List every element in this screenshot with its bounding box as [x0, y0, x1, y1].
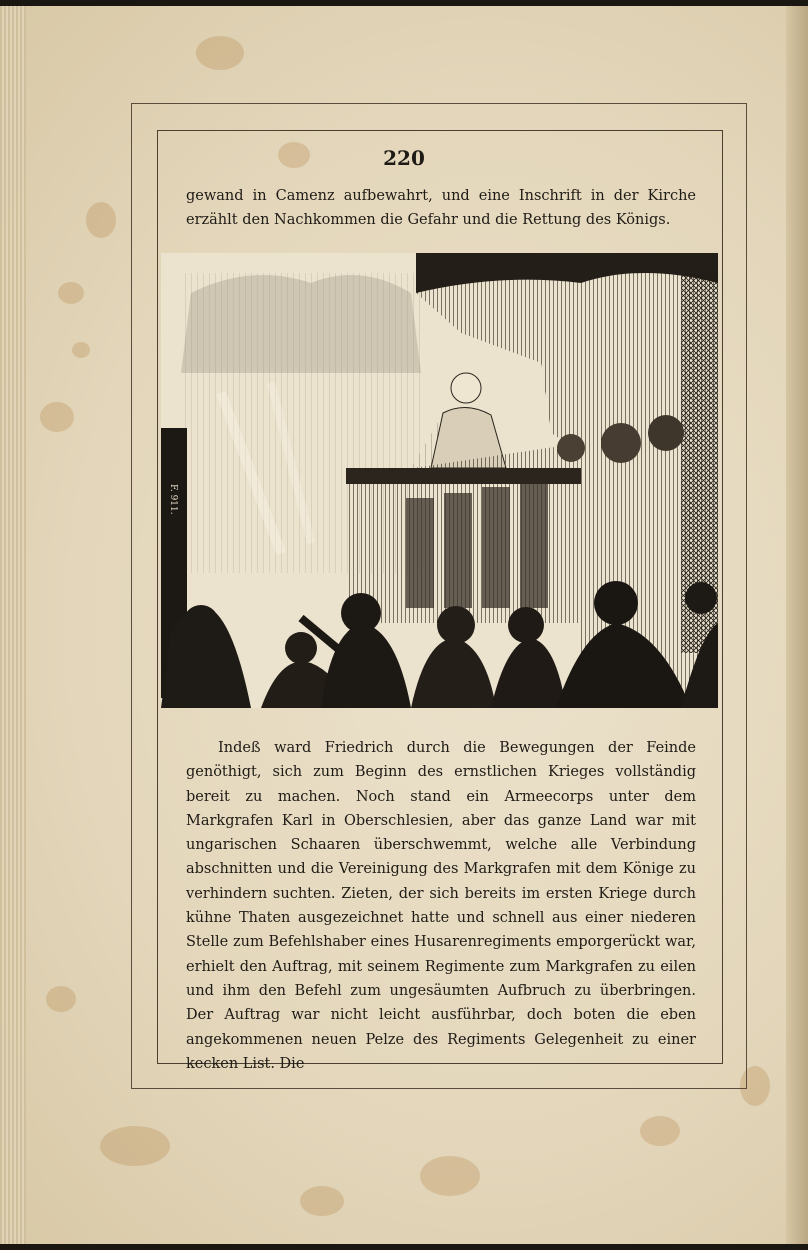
foxing-stain [196, 36, 244, 70]
page-number: 220 [383, 146, 425, 170]
illustration [161, 253, 718, 708]
foxing-stain [58, 282, 84, 304]
page-stack-edge [0, 6, 26, 1244]
foxing-stain [100, 1126, 170, 1166]
foxing-stain [420, 1156, 480, 1196]
foxing-stain [46, 986, 76, 1012]
body-paragraph-text: Indeß ward Friedrich durch die Bewegungen der Feinde genöthigt, sich zum Beginn des ernstlichen Krieges vollständig bereit zu machen. Noch stand ein Armeecorps unter dem Markgrafen Karl in Oberschlesien, aber das ganze Land war mit ungarischen Schaaren überschwemmt, welche alle Verbindung abschnitten und die Vereinigung des Markgrafen mit dem Könige zu verhindern suchten. Zieten, der sich bereits im ersten Kriege durch kühne Thaten ausgezeichnet hatte und schnell aus einer niederen Stelle zum Befehlshaber eines Husarenregiments emporgerückt war, erhielt den Auftrag, mit seinem Regimente zum Markgrafen zu eilen und ihm den Befehl zum ungesäumten Aufbruch zu überbringen. Der Auftrag war nicht leicht ausführbar, doch boten die eben angekommenen neuen Pelze des Regiments Gelegenheit zu einer kecken List. Die [186, 740, 696, 1072]
door-inscription: F. 911. [168, 484, 178, 515]
foxing-stain [40, 402, 74, 432]
foxing-stain [300, 1186, 344, 1216]
book-cover-edge [786, 6, 808, 1244]
top-paragraph [186, 184, 696, 233]
top-paragraph-text: gewand in Camenz aufbewahrt, und eine Inschrift in der Kirche erzählt den Nachkommen die Gefahr und die Rettung des Königs. [186, 188, 696, 229]
foxing-stain [72, 342, 90, 358]
body-paragraph [186, 736, 696, 1076]
foxing-stain [86, 202, 116, 238]
foxing-stain [640, 1116, 680, 1146]
